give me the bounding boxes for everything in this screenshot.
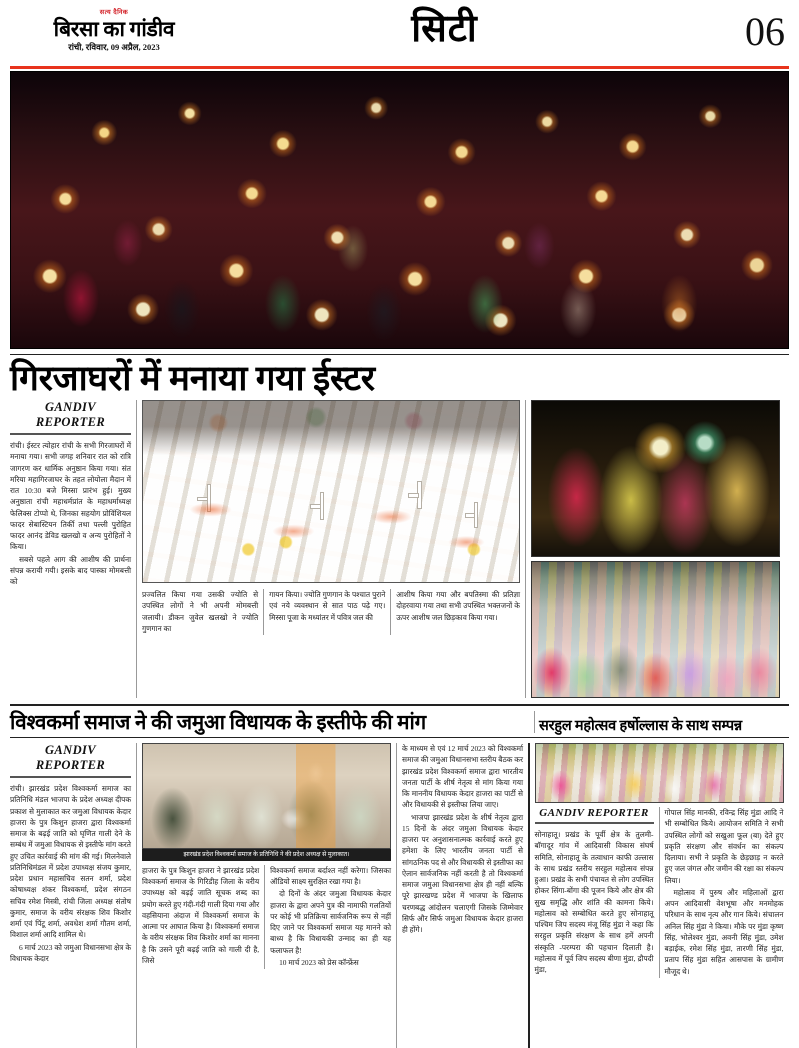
grave-cross-icon — [417, 481, 422, 509]
paragraph: सोनाहातू। प्रखंड के पूर्वी क्षेत्र के तुलमी-बॉगादूर गांव में आदिवासी विकास संघर्ष समिति, सोनाहातू के तत्वाधान काफी उल्लास के साथ प्रखंड स्तरीय सरहुल महोत्सव संपन्न हुआ। प्रखंड के सभी पंचायत से लोग उपस्थित होकर सिंगा-बोंगा की पूजन किये और क्षेत्र की सुख समृद्धि और शांति की कामना किये। महोत्सव को सम्बोधित करते हुए सोनाहातू पश्चिम जिप सदस्य मंजू सिंह मुंडा ने कहा कि सरहुल प्रकृति संरक्षण के साथ हमें अपनी संस्कृति -परम्परा की पहचान दिलाती है। महोत्सव में पूर्व जिप सदस्य बीणा मुंडा, द्रौपदी मुंडा, — [534, 830, 654, 974]
logo-kicker: सत्य दैनिक — [99, 9, 129, 16]
vishwakarma-body-col2 — [142, 865, 264, 969]
sarhul-byline: GANDIV REPORTER — [539, 807, 649, 819]
paragraph: आशीष किया गया और बपतिस्मा की प्रतिज्ञा दोहरवाया गया तथा सभी उपस्थित भक्तजनों के ऊपर आशीष जल छिड़काव किया गया। — [396, 590, 520, 622]
sarhul-photo-festival — [535, 743, 784, 803]
easter-photo-priests-mass — [531, 400, 780, 557]
divider-below-second-headlines — [10, 737, 789, 738]
paragraph: गोपाल सिंह मानकी, रविन्द्र सिंह मुंडा आदि ने भी सम्बोधित किये। आयोजन समिति ने सभी उपस्थित लोगों को सखुआ फूल (बा) देते हुए प्रकृति संरक्षण और संवर्धन का संकल्प दिलाया। सभी ने प्रकृति के छेड़छाड़ न करते हुए जल जंगल और जमीन की रक्षा का संकल्प लिया। — [664, 808, 784, 885]
sarhul-body-col2 — [659, 807, 783, 978]
page-number: 06 — [745, 9, 785, 54]
paragraph: सबसे पहले आग की आशीष की प्रार्थना संपन्न करायी गयी। इसके बाद पास्का मोमबत्ती को — [10, 554, 131, 586]
vishwakarma-body-col3 — [265, 865, 391, 969]
logo-name: बिरसा का गांडीव — [53, 16, 175, 41]
grave-cross-icon — [310, 504, 321, 509]
sarhul-headline: सरहुल महोत्सव हर्षोल्लास के साथ सम्पन्न — [539, 717, 742, 734]
easter-headline: गिरजाघरों में मनाया गया ईस्टर — [10, 359, 375, 398]
paragraph: 10 मार्च 2023 को प्रेस कॉन्फ्रेंस — [279, 957, 359, 967]
vishwakarma-body-col1 — [10, 783, 131, 964]
grave-cross-icon — [474, 502, 479, 528]
paragraph: प्रज्वलित किया गया उसकी ज्योति से उपस्थित लोगों ने भी अपनी मोमबत्ती जलायी। डीकन जुवेल खलखो ने ज्योति गुणगान का — [142, 590, 259, 633]
masthead — [0, 0, 799, 66]
vishwakarma-center-block — [137, 743, 396, 1048]
paragraph: दो दिनों के अंदर जमुआ विधायक केदार हाजरा के द्वारा अपने पुत्र की नामाफी गलतियों पर कोई भी प्रतिक्रिया सार्वजनिक रूप से नहीं दिए जाने पर विश्वकर्मा समाज यह मानने को बाध्य है कि विधायकी उन्माद का ही यह फलाफल है! — [270, 889, 391, 955]
divider-below-lead-photo — [10, 354, 789, 355]
vishwakarma-photo-caption: झारखंड प्रदेश विश्वकर्मा समाज के प्रतिनिधि ने की प्रदेश अध्यक्ष से मुलाकात। — [142, 849, 391, 861]
paragraph: हाजरा के पुत्र किशुन हाजरा ने झारखंड प्रदेश विश्वकर्मा समाज के गिरिडीह जिला के वरीय उपाध्यक्ष को बढ़ई जाति सूचक शब्द का प्रयोग करते हुए गंदी-गंदी गाली दिया गया और वहसियाना अंदाज में विश्वकर्मा समाज के आत्मा पर आघात किया है। विश्वकर्मा समाज के वरीय संरक्षक शिव किशोर शर्मा का मानना है कि उसने पूरी बढ़ई जाति को गाली दी है, जिसे — [142, 865, 260, 965]
newspaper-logo — [14, 6, 214, 53]
vishwakarma-column-1 — [10, 743, 136, 1048]
edition-dateline: रांची, रविवार, 09 अप्रैल, 2023 — [68, 41, 160, 52]
divider-below-easter — [10, 704, 789, 706]
vishwakarma-byline: GANDIV REPORTER — [35, 743, 106, 772]
section-title: सिटी — [411, 8, 478, 50]
byline-rule — [10, 776, 131, 778]
paragraph: रांची। झारखंड प्रदेश विश्वकर्मा समाज का प्रतिनिधि मंडल भाजपा के प्रदेश अध्यक्ष दीपक प्रकाश से मुलाकात कर जमुआ विधायक केदार हाजरा के पुत्र किशुन हाजरा द्वारा विश्वकर्मा समाज के बढ़ई जाति को घृणित गाली देने के सम्बंध में जमुआ विधायक से इस्तीफे मांग करते हुए उचित कार्रवाई की मांग की गई। मिलनेवाले प्रतिनिधिमंडल में प्रदेश उपाध्यक्ष संजय कुमार, प्रदेश प्रधान महासचिव सतन शर्मा, प्रदेश कोषाध्यक्ष शंकर विश्वकर्मा, प्रदेश संगठन सचिव रमेश मिस्त्री, रांची जिला अध्यक्ष संतोष कुमार, समाज के वरीय संरक्षक शिव किशोर शर्मा एवं पिंटू शर्मा, अवधेश शर्मा गौतम शर्मा, विशाल शर्मा आदि शामिल थे। — [10, 784, 131, 940]
grave-cross-icon — [465, 513, 476, 518]
easter-byline: GANDIV REPORTER — [35, 400, 106, 429]
easter-body-col4 — [391, 589, 520, 635]
paragraph: रांची। ईस्टर त्योहार रांची के सभी गिरजाघरों में मनाया गया। सभी जगह शनिवार रात को रात्रि जागरण कर धार्मिक अनुष्ठान किया गया। संत मरिया महागिरजाघर के तहत लोयोला मैदान में रात 10:30 बजे मिस्सा प्रारंभ हुई। मुख्य अनुष्ठाता रांची महाधर्मप्रांत के महाधर्माध्यक्ष फेलिक्स टोप्पो थे, जिनका सहयोग प्रोविंशियल फादर सेबास्टियन तिर्की तथा पल्ली पुरोहित फादर आनंद डेविड खलखो व अन्य पुरोहितों ने किया। — [10, 441, 131, 552]
vishwakarma-headline: विश्वकर्मा समाज ने की जमुआ विधायक के इस्तीफे की मांग — [10, 711, 426, 734]
vishwakarma-body-col4 — [397, 743, 528, 1048]
vishwakarma-photo-delegation — [142, 743, 391, 849]
easter-center-block — [137, 400, 525, 698]
easter-body-col2 — [142, 589, 263, 635]
column-divider — [534, 711, 535, 733]
grave-cross-icon — [197, 497, 208, 502]
grave-cross-icon — [408, 493, 419, 498]
byline-rule — [535, 822, 654, 824]
easter-column-1 — [10, 400, 136, 698]
paragraph: गायन किया। ज्योति गुणगान के पश्चात पुराने एवं नये व्यवस्थान से सात पाठ पढ़े गए। मिस्सा पूजा के मध्यांतर में पवित्र जल की — [269, 590, 386, 622]
easter-right-photos — [526, 400, 780, 698]
easter-photo-congregation — [531, 561, 780, 698]
easter-body-col1 — [10, 440, 131, 587]
grave-cross-icon — [207, 484, 212, 512]
sarhul-body-col1 — [535, 829, 654, 975]
paragraph: 6 मार्च 2023 को जमुआ विधानसभा क्षेत्र के विधायक केदार — [10, 942, 131, 963]
easter-photo-cemetery-graves — [142, 400, 520, 583]
grave-cross-icon — [320, 492, 325, 520]
lead-photo-candlelight-crowd — [10, 71, 789, 349]
easter-body-col3 — [264, 589, 390, 635]
byline-rule — [10, 433, 131, 435]
paragraph: महोत्सव में पुरुष और महिलाओं द्वारा अपन आदिवासी वेशभूषा और मनमोहक परिधान के साथ नृत्य और गान किये। संचालन अनिल सिंह मुंडा ने किया। मौके पर मुंडा कृष्ण सिंह, भोलेश्वर मुंडा, अवनी सिंह मुंडा, उमेश बड़ाईक, रमेश सिंह मुंडा, तारणी सिंह मुंडा, प्रताप सिंह मुंडा सहित आसपास के ग्रामीण मौजूद थे। — [664, 887, 784, 976]
paragraph: विश्वकर्मा समाज बर्दाश्त नहीं करेगा। जिसका ऑडियो साक्ष्य सुरक्षित रखा गया है। — [270, 865, 391, 886]
paragraph: के माध्यम से एवं 12 मार्च 2023 को विश्वकर्मा समाज की जमुआ विधानसभा स्तरीय बैठक कर झारखंड प्रदेश विश्वकर्मा समाज द्वारा भारतीय जनता पार्टी के शीर्ष नेतृत्व से मांग किया गया कि माननीय विधायक केदार हाजरा का पार्टी से और विधायकी से इस्तीफा लिया जाए। — [402, 744, 523, 810]
paragraph: भाजपा झारखंड प्रदेश के शीर्ष नेतृत्व द्वारा 15 दिनों के अंदर जमुआ विधायक केदार हाजरा पर अनुशासनात्मक कार्रवाई करते हुए हमेशा के लिए भारतीय जनता पार्टी से सांगठनिक पद से और विधायकी से इस्तीफा का ऐलान सार्वजनिक नहीं करती है तो विश्वकर्मा समाज जमुआ विधानसभा क्षेत्र ही नहीं बल्कि पूरे झारखण्ड प्रदेश में भाजपा के खिलाफ चरणबद्ध आंदोलन चलाएगी जिसके जिम्मेवार सिर्फ और सिर्फ जमुआ विधायक केदार हाजरा ही होंगे। — [402, 812, 523, 934]
sarhul-block — [530, 743, 784, 1048]
